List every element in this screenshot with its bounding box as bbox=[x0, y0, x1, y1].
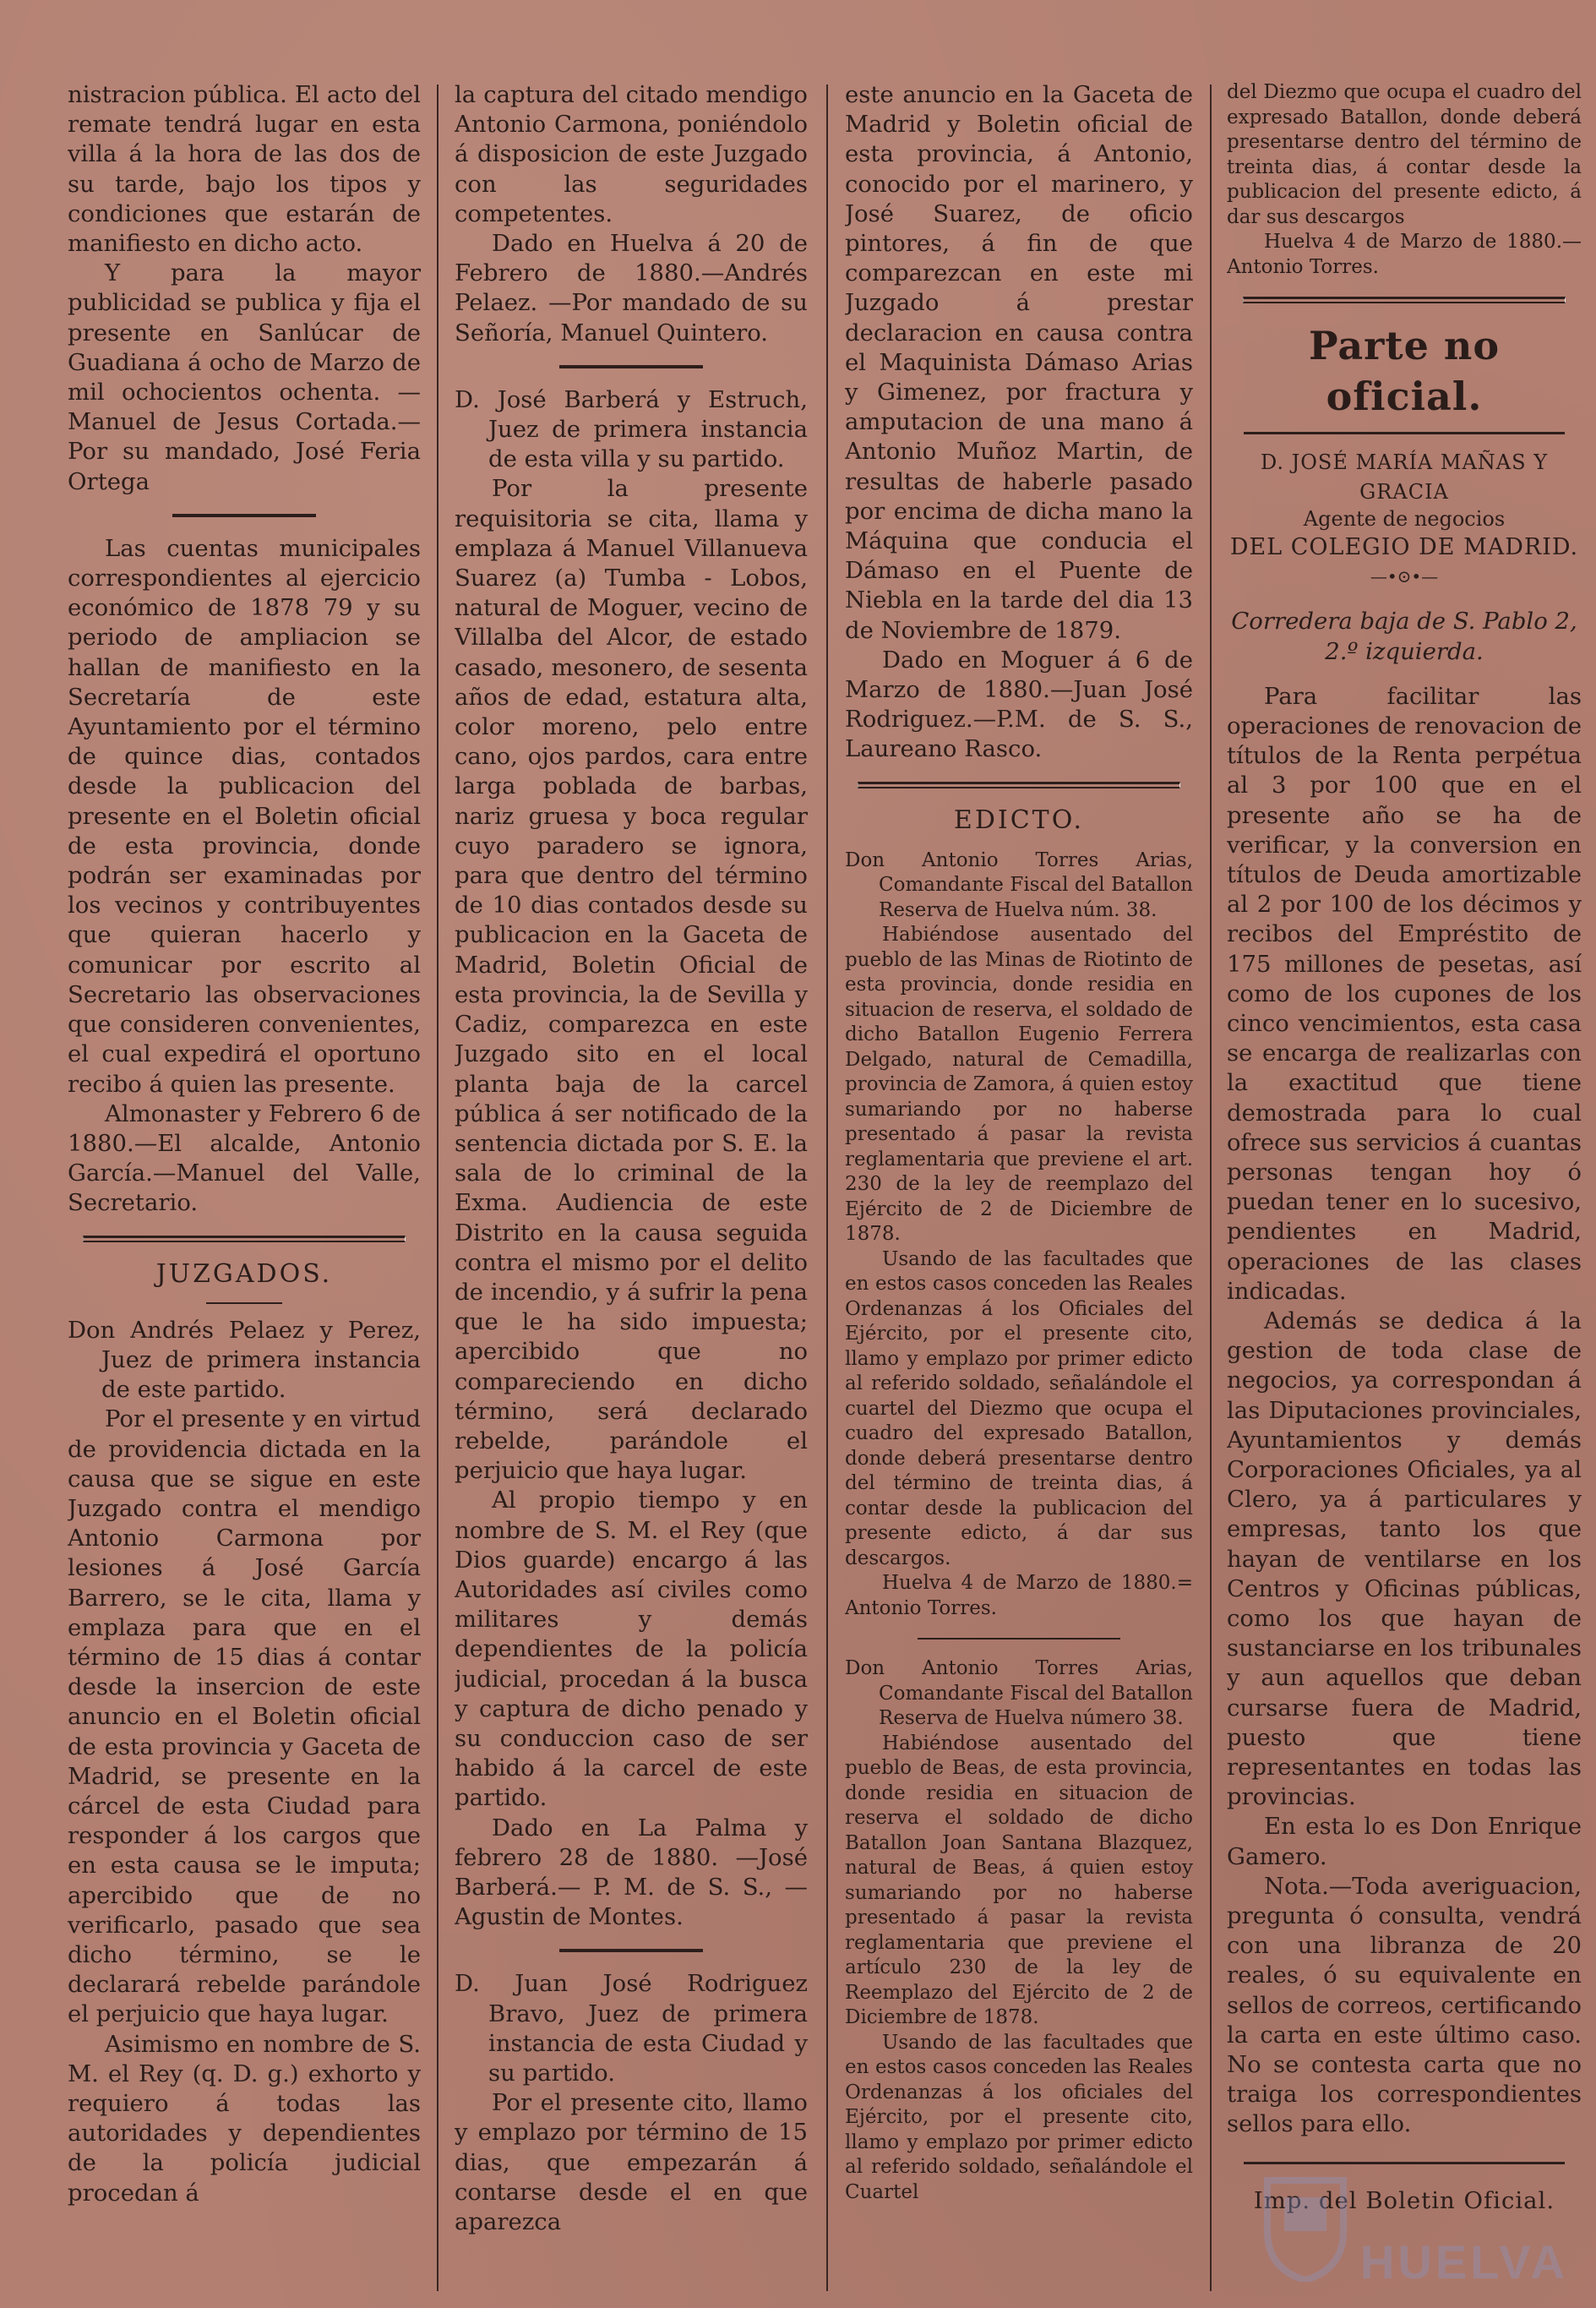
agent-role: Agente de negocios bbox=[1303, 507, 1506, 532]
paragraph: este anuncio en la Gaceta de Madrid y Boletin oficial de esta provincia, á Antonio, conocido por el marinero, y José Suarez, de oficio pintores, á fin de que comparezcan en este mi Juzgado á prestar declaracion en causa contra el Maquinista Dámaso Arias y Gimenez, por fractura y amputacion de una mano á Antonio Muñoz Martin, de resultas de haberle pasado por encima de dicha mano la Máquina que conducia el Dámaso en el Puente de Niebla en la tarde del dia 13 de Noviembre de 1879. bbox=[845, 81, 1193, 644]
divider bbox=[559, 365, 703, 368]
section-divider bbox=[858, 782, 1180, 788]
paragraph: D. Juan José Rodriguez Bravo, Juez de primera instancia de esta Ciudad y su partido. bbox=[455, 1970, 808, 2087]
paragraph: Y para la mayor publicidad se publica y fija el presente en Sanlúcar de Guadiana á ocho de Marzo de mil ochocientos ochenta. — Manuel de Jesus Cortada.—Por su mandado, José Feria Ortega bbox=[68, 259, 421, 495]
divider bbox=[918, 1638, 1120, 1640]
agent-name: D. JOSÉ MARÍA MAÑAS Y GRACIA bbox=[1260, 450, 1549, 505]
column-rule bbox=[826, 85, 828, 2291]
paragraph: Además se dedica á la gestion de toda clase de negocios, ya correspondan á las Diputaciones provinciales, Ayuntamientos y demás Corporaciones Oficiales, ya al Clero, ya á particulares y empresas, tanto los que hayan de ventilarse en los Centros y Oficinas públicas, como los que hayan de sustanciarse en los tribunales y aun aquellos que deban cursarse fuera de Madrid, puesto que tiene representantes en todas las provincias. bbox=[1227, 1307, 1582, 1811]
library-watermark bbox=[1259, 2163, 1568, 2290]
section-divider bbox=[1243, 297, 1566, 303]
paragraph: Huelva 4 de Marzo de 1880.= Antonio Torres. bbox=[845, 1572, 1193, 1619]
divider bbox=[559, 1949, 703, 1952]
paragraph: Habiéndose ausentado del pueblo de las Minas de Riotinto de esta provincia, donde residia en situacion de reserva, el soldado de dicho Batallon Eugenio Ferrera Delgado, natural de Cemadilla, provincia de Zamora, á quien estoy sumariando por no haberse presentado á pasar la revista reglamentaria que previene el art. 230 de la ley de reemplazo del Ejército de 2 de Diciembre de 1878. bbox=[845, 924, 1193, 1246]
paragraph: Don Antonio Torres Arias, Comandante Fiscal del Batallon Reserva de Huelva número 38. bbox=[845, 1657, 1193, 1730]
column-rule bbox=[437, 85, 438, 2291]
agent-college: DEL COLEGIO DE MADRID. bbox=[1229, 533, 1579, 560]
ornament: —•⊙•— bbox=[1370, 566, 1439, 587]
paragraph: D. José Barberá y Estruch, Juez de primera instancia de esta villa y su partido. bbox=[455, 385, 808, 473]
crest-icon bbox=[1259, 2163, 1352, 2282]
paragraph: Huelva 4 de Marzo de 1880.— Antonio Torres. bbox=[1227, 231, 1582, 278]
paragraph: Dado en Huelva á 20 de Febrero de 1880.—Andrés Pelaez. —Por mandado de su Señoría, Manuel Quintero. bbox=[455, 230, 808, 346]
paragraph: Asimismo en nombre de S. M. el Rey (q. D. g.) exhorto y requiero á todas las autoridades y dependientes de la policía judicial procedan á bbox=[68, 2030, 421, 2207]
column-3 bbox=[845, 80, 1193, 2291]
divider bbox=[206, 1302, 282, 1304]
paragraph: Al propio tiempo y en nombre de S. M. el Rey (que Dios guarde) encargo á las Autoridades así civiles como militares y demás dependientes de la policía judicial, procedan á la busca y captura de dicho penado y su conduccion caso de ser habido á la carcel de este partido. bbox=[455, 1487, 808, 1812]
paragraph: En esta lo es Don Enrique Gamero. bbox=[1227, 1813, 1582, 1870]
address-line-2: 2.º izquierda. bbox=[1325, 637, 1484, 665]
paragraph: Habiéndose ausentado del pueblo de Beas, de esta provincia, donde residia en situacion de reserva el soldado de dicho Batallon Joan Santana Blazquez, natural de Beas, á quien estoy sumariando por no haberse presentado á pasar la revista reglamentaria que previene el artículo 230 de la ley de Reemplazo del Ejército de 2 de Diciembre de 1878. bbox=[845, 1732, 1193, 2029]
paragraph: nistracion pública. El acto del remate tendrá lugar en esta villa á la hora de las dos de su tarde, bajo los tipos y condiciones que estarán de manifiesto en dicho acto. bbox=[68, 81, 421, 258]
column-rule bbox=[1210, 85, 1212, 2291]
paragraph: Dado en Moguer á 6 de Marzo de 1880.—Juan José Rodriguez.—P.M. de S. S., Laureano Rasco. bbox=[845, 646, 1193, 763]
paragraph: la captura del citado mendigo Antonio Carmona, poniéndolo á disposicion de este Juzgado con las seguridades competentes. bbox=[455, 81, 808, 227]
paragraph: Usando de las facultades que en estos casos conceden las Reales Ordenanzas á los oficiales del Ejército, por el presente cito, llamo y emplazo por primer edicto al referido soldado, señalándole el Cuartel bbox=[845, 2031, 1193, 2203]
address-line-1: Corredera baja de S. Pablo 2, bbox=[1231, 608, 1577, 636]
section-heading-edicto: EDICTO. bbox=[953, 805, 1085, 835]
paragraph: Las cuentas municipales correspondientes al ejercicio económico de 1878 79 y su periodo de ampliacion se hallan de manifiesto en la Secretaría de este Ayuntamiento por el término de quince dias, contados desde la publicacion del presente en el Boletin oficial de esta provincia, donde podrán ser examinadas por los vecinos y contribuyentes que quieran hacerlo y comunicar por escrito al Secretario las observaciones que consideren convenientes, el cual expedirá el oportuno recibo á quien las presente. bbox=[68, 534, 421, 1098]
paragraph: Por el presente y en virtud de providencia dictada en la causa que se sigue en este Juzgado contra el mendigo Antonio Carmona por lesiones á José García Barrero, se le cita, llama y emplaza para que en el término de 15 dias á contar desde la insercion de este anuncio en el Boletin oficial de esta provincia y Gaceta de Madrid, se presente en la cárcel de esta Ciudad para responder á los cargos que en esta causa se le imputa; apercibido que de no verificarlo, pasado que sea dicho término, se le declarará rebelde parándole el perjuicio que haya lugar. bbox=[68, 1405, 421, 2028]
paragraph: Por la presente requisitoria se cita, llama y emplaza á Manuel Villanueva Suarez (a) Tumba - Lobos, natural de Moguer, vecino de Villalba del Alcor, de estado casado, mesonero, de sesenta años de edad, estatura alta, color moreno, pelo entre cano, ojos pardos, cara entre larga poblada de barbas, nariz gruesa y boca regular cuyo paradero se ignora, para que dentro del término de 10 dias contados desde su publicacion en la Gaceta de Madrid, Boletin Oficial de esta provincia, la de Sevilla y Cadiz, comparezca en este Juzgado sito en el local planta baja de la carcel pública á ser notificado de la sentencia dictada por S. E. la sala de lo criminal de la Exma. Audiencia de este Distrito en la causa seguida contra el mismo por el delito de incendio, y á sufrir la pena que le ha sido impuesta; apercibido que no compareciendo en dicho término, será declarado rebelde, parándole el perjuicio que haya lugar. bbox=[455, 475, 808, 1485]
paragraph: Dado en La Palma y febrero 28 de 1880. —José Barberá.— P. M. de S. S., —Agustin de Montes. bbox=[455, 1814, 808, 1931]
paragraph: Almonaster y Febrero 6 de 1880.—El alcalde, Antonio García.—Manuel del Valle, Secretario. bbox=[68, 1099, 421, 1217]
section-divider bbox=[83, 1236, 406, 1242]
divider bbox=[1244, 432, 1565, 434]
printer-imprint: Imp. del Boletin Oficial. bbox=[1253, 2186, 1555, 2214]
column-4 bbox=[1227, 80, 1582, 2291]
section-heading-parte-no-oficial: Parte no oficial. bbox=[1308, 323, 1501, 419]
paragraph: Don Andrés Pelaez y Perez, Juez de primera instancia de este partido. bbox=[68, 1316, 421, 1404]
paragraph: del Diezmo que ocupa el cuadro del expresado Batallon, donde deberá presentarse dentro del término de treinta dias, á contar desde la publicacion del presente edicto, á dar sus descargos bbox=[1227, 81, 1582, 228]
divider bbox=[172, 514, 316, 517]
paragraph: Don Antonio Torres Arias, Comandante Fiscal del Batallon Reserva de Huelva núm. 38. bbox=[845, 848, 1193, 921]
column-1 bbox=[68, 80, 421, 2291]
watermark-text: HUELVA bbox=[1360, 2235, 1568, 2289]
paragraph: Nota.—Toda averiguacion, pregunta ó consulta, vendrá con una libranza de 20 reales, ó su equivalente en sellos de correos, certificando la carta en este último caso. No se contesta carta que no traiga los correspondientes sellos para ello. bbox=[1227, 1872, 1582, 2138]
paragraph: Por el presente cito, llamo y emplazo por término de 15 dias, que empezarán á contarse desde el en que aparezca bbox=[455, 2089, 808, 2236]
section-heading-juzgados: JUZGADOS. bbox=[155, 1258, 333, 1289]
paragraph: Usando de las facultades que en estos casos conceden las Reales Ordenanzas á los Oficiales del Ejército, por el presente cito, llamo y emplazo por primer edicto al referido soldado, señalándole el cuartel del Diezmo que ocupa el cuadro del expresado Batallon, donde deberá presentarse dentro del término de treinta dias, á contar desde la publicacion del presente edicto, á dar sus descargos. bbox=[845, 1247, 1193, 1569]
paragraph: Para facilitar las operaciones de renovacion de títulos de la Renta perpétua al 3 por 100 que en el presente año se ha de verificar, y la conversion en títulos de Deuda amortizable al 2 por 100 de los décimos y recibos del Empréstito de 175 millones de pesetas, así como de los cupones de los cinco vencimientos, esta casa se encarga de realizarlas con la exactitud que tiene demostrada para lo cual ofrece sus servicios á cuantas personas tengan hoy ó puedan tener en lo sucesivo, pendientes en Madrid, operaciones de las clases indicadas. bbox=[1227, 682, 1582, 1305]
column-2 bbox=[455, 80, 808, 2291]
